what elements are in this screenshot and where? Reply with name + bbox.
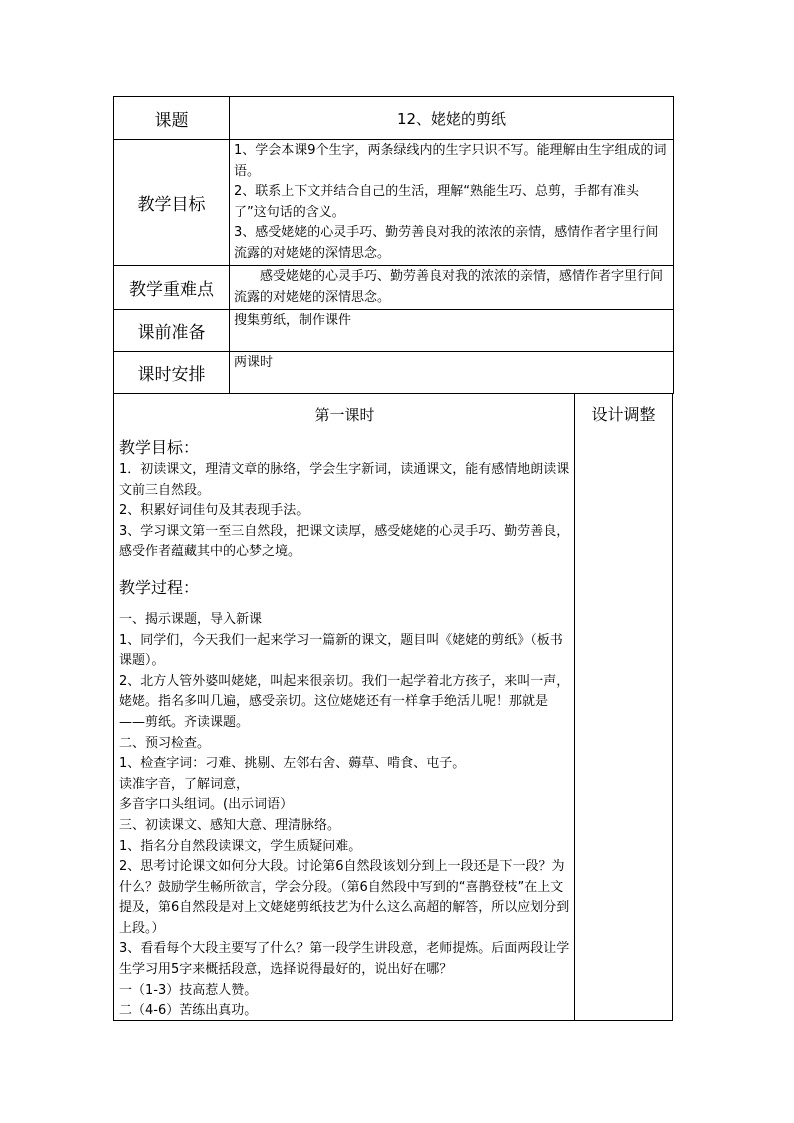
process-item: 3、看看每个大段主要写了什么？第一段学生讲段意，老师提炼。后面两段让学生学习用5字来概括段意，选择说得最好的，说出好在哪？	[119, 941, 570, 978]
process-item: 三、初读课文、感知大意、理清脉络。	[119, 817, 341, 833]
time-value: 两课时	[230, 352, 674, 394]
goal-item: 1、学会本课9个生字，两条绿线内的生字只识不写。能理解由生字组成的词语。	[234, 143, 667, 179]
period-title: 第一课时	[314, 406, 375, 424]
prep-row	[114, 310, 674, 352]
process-item: 2、北方人管外婆叫姥姥，叫起来很亲切。我们一起学着北方孩子，来叫一声，姥姥。指名多叫几遍，感受亲切。这位姥姥还有一样拿手绝活儿呢！那就是——剪纸。齐读课题。	[119, 673, 570, 730]
process-item: 多音字口头组词。(出示词语）	[119, 797, 294, 813]
process-item: 1、检查字词：刁难、挑剔、左邻右舍、薅草、啃食、屯子。	[119, 756, 466, 772]
time-row	[114, 352, 674, 394]
process-item: 2、思考讨论课文如何分大段。讨论第6自然段该划分到上一段还是下一段？为什么？鼓励学生畅所欲言，学会分段。（第6自然段中写到的“喜鹊登枝”在上文提及，第6自然段是对上文姥姥剪纸技艺为什么这么高超的解答，所以应划分到上段。）	[119, 859, 570, 936]
lesson-content	[114, 394, 575, 1020]
process-item: 二（4-6）苦练出真功。	[119, 1003, 258, 1019]
goals-row	[114, 140, 674, 266]
lesson-goal-item: 3、学习课文第一至三自然段，把课文读厚，感受姥姥的心灵手巧、勤劳善良，感受作者蕴藏其中的心梦之境。	[119, 523, 570, 560]
topic-value: 12、姥姥的剪纸	[230, 97, 674, 140]
process-item: 读准字音，了解词意，	[119, 776, 250, 792]
lesson-body	[113, 394, 673, 1021]
process-item: 1、指名分自然段读课文，学生质疑问难。	[119, 838, 362, 854]
header-table	[113, 96, 674, 394]
goals-label: 教学目标	[114, 140, 230, 266]
process-item: 一（1-3）技高惹人赞。	[119, 982, 258, 998]
goals-value	[230, 140, 674, 266]
topic-label: 课题	[114, 97, 230, 140]
lesson-goals-heading: 教学目标：	[119, 438, 200, 457]
process-item: 1、同学们，今天我们一起来学习一篇新的课文，题目叫《姥姥的剪纸》（板书课题）。	[119, 632, 563, 669]
goal-item: 3、感受姥姥的心灵手巧、勤劳善良对我的浓浓的亲情，感情作者字里行间流露的对姥姥的深情思念。	[234, 225, 659, 261]
topic-row	[114, 97, 674, 140]
process-heading: 教学过程：	[119, 577, 200, 597]
lesson-goal-item: 2、积累好词佳句及其表现手法。	[119, 503, 310, 519]
goal-item: 2、联系上下文并结合自己的生活，理解“熟能生巧、总剪，手都有准头了”这句话的含义。	[234, 184, 640, 220]
time-label: 课时安排	[114, 352, 230, 394]
lesson-goal-item: 1．初读课文，理清文章的脉络，学会生字新词，读通课文，能有感情地朗读课文前三自然段。	[119, 462, 570, 498]
process-item: 二、预习检查。	[119, 735, 211, 751]
design-adjust-label: 设计调整	[591, 405, 656, 424]
key-label: 教学重难点	[114, 266, 230, 310]
key-value: 感受姥姥的心灵手巧、勤劳善良对我的浓浓的亲情，感情作者字里行间流露的对姥姥的深情思念。	[234, 269, 664, 305]
prep-label: 课前准备	[114, 310, 230, 352]
lesson-plan-sheet	[113, 96, 673, 1021]
key-row	[114, 266, 674, 310]
prep-value: 搜集剪纸，制作课件	[230, 310, 674, 352]
process-item: 一、揭示课题，导入新课	[119, 611, 263, 627]
